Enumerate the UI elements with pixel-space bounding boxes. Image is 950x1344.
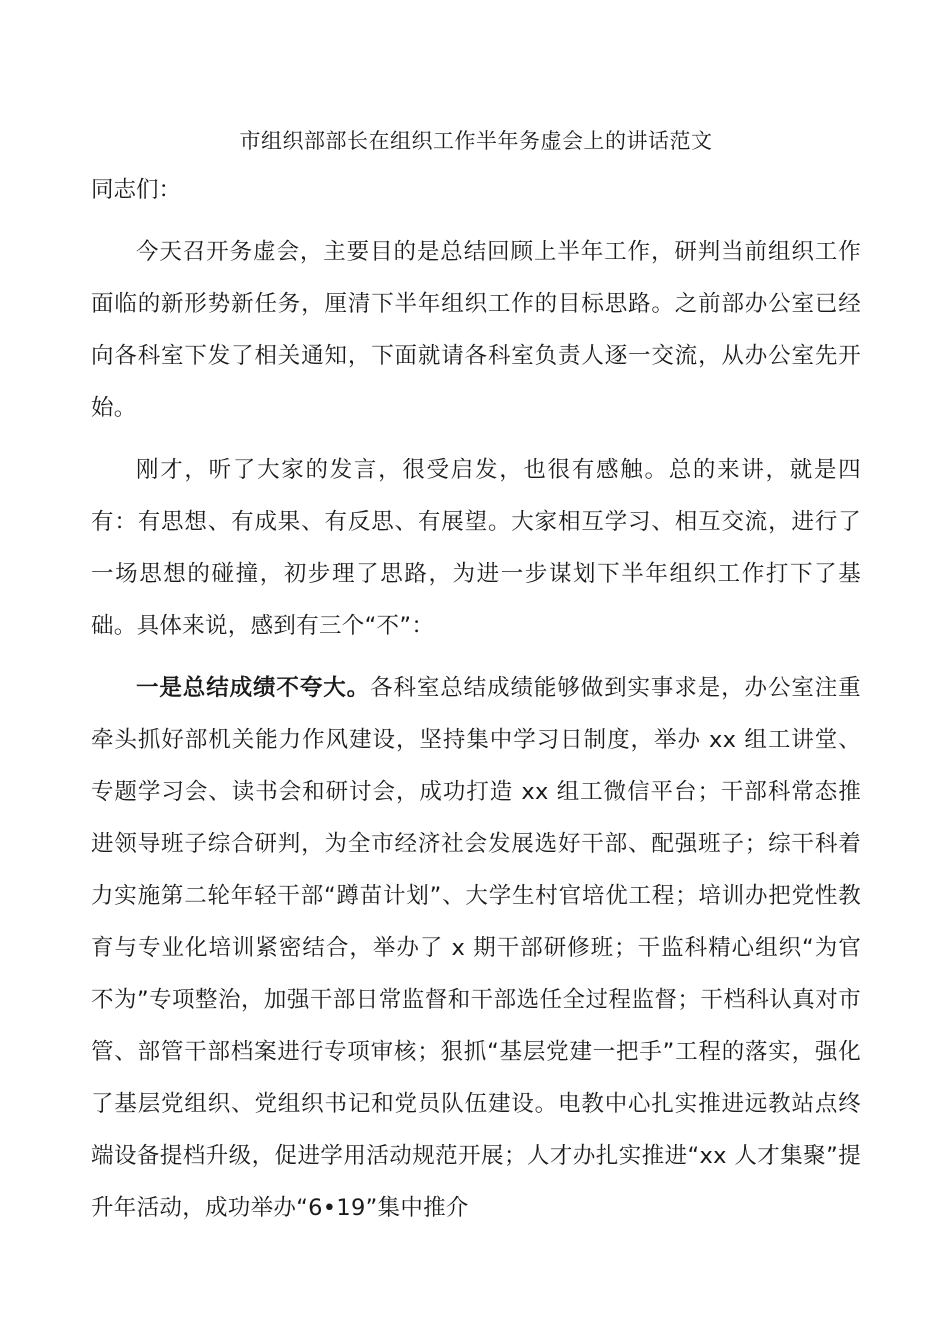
document-title: 市组织部部长在组织工作半年务虚会上的讲话范文 [239, 129, 713, 153]
paragraph-2 [91, 444, 861, 652]
document-body [91, 124, 861, 1244]
paragraph-text: 今天召开务虚会，主要目的是总结回顾上半年工作，研判当前组织工作面临的新形势新任务，厘清下半年组织工作的目标思路。之前部办公室已经向各科室下发了相关通知，下面就请各科室负责人逐一交流，从办公室先开始。 [91, 239, 861, 421]
paragraph-3 [91, 662, 861, 1234]
paragraph-text: 刚才，听了大家的发言，很受启发，也很有感触。总的来讲，就是四有：有思想、有成果、有反思、有展望。大家相互学习、相互交流，进行了一场思想的碰撞，初步理了思路，为进一步谋划下半年组织工作打下了基础。具体来说，感到有三个“不”： [91, 457, 861, 639]
paragraph-lead-heading: 一是总结成绩不夸大。 [136, 675, 371, 701]
paragraph-1 [91, 226, 861, 434]
salutation: 同志们： [91, 177, 182, 203]
paragraph-text: 各科室总结成绩能够做到实事求是，办公室注重牵头抓好部机关能力作风建设，坚持集中学习日制度，举办 xx 组工讲堂、专题学习会、读书会和研讨会，成功打造 xx 组工微信平台；干部科常态推进领导班子综合研判，为全市经济社会发展选好干部、配强班子；综干科着力实施第二轮年轻干部“蹲苗计划”、大学生村官培优工程；培训办把党性教育与专业化培训紧密结合，举办了 x 期干部研修班；干监科精心组织“为官不为”专项整治，加强干部日常监督和干部选任全过程监督；干档科认真对市管、部管干部档案进行专项审核；狠抓“基层党建一把手”工程的落实，强化了基层党组织、党组织书记和党员队伍建设。电教中心扎实推进远教站点终端设备提档升级，促进学用活动规范开展；人才办扎实推进“xx 人才集聚”提升年活动，成功举办“6•19”集中推介 [91, 675, 861, 1221]
